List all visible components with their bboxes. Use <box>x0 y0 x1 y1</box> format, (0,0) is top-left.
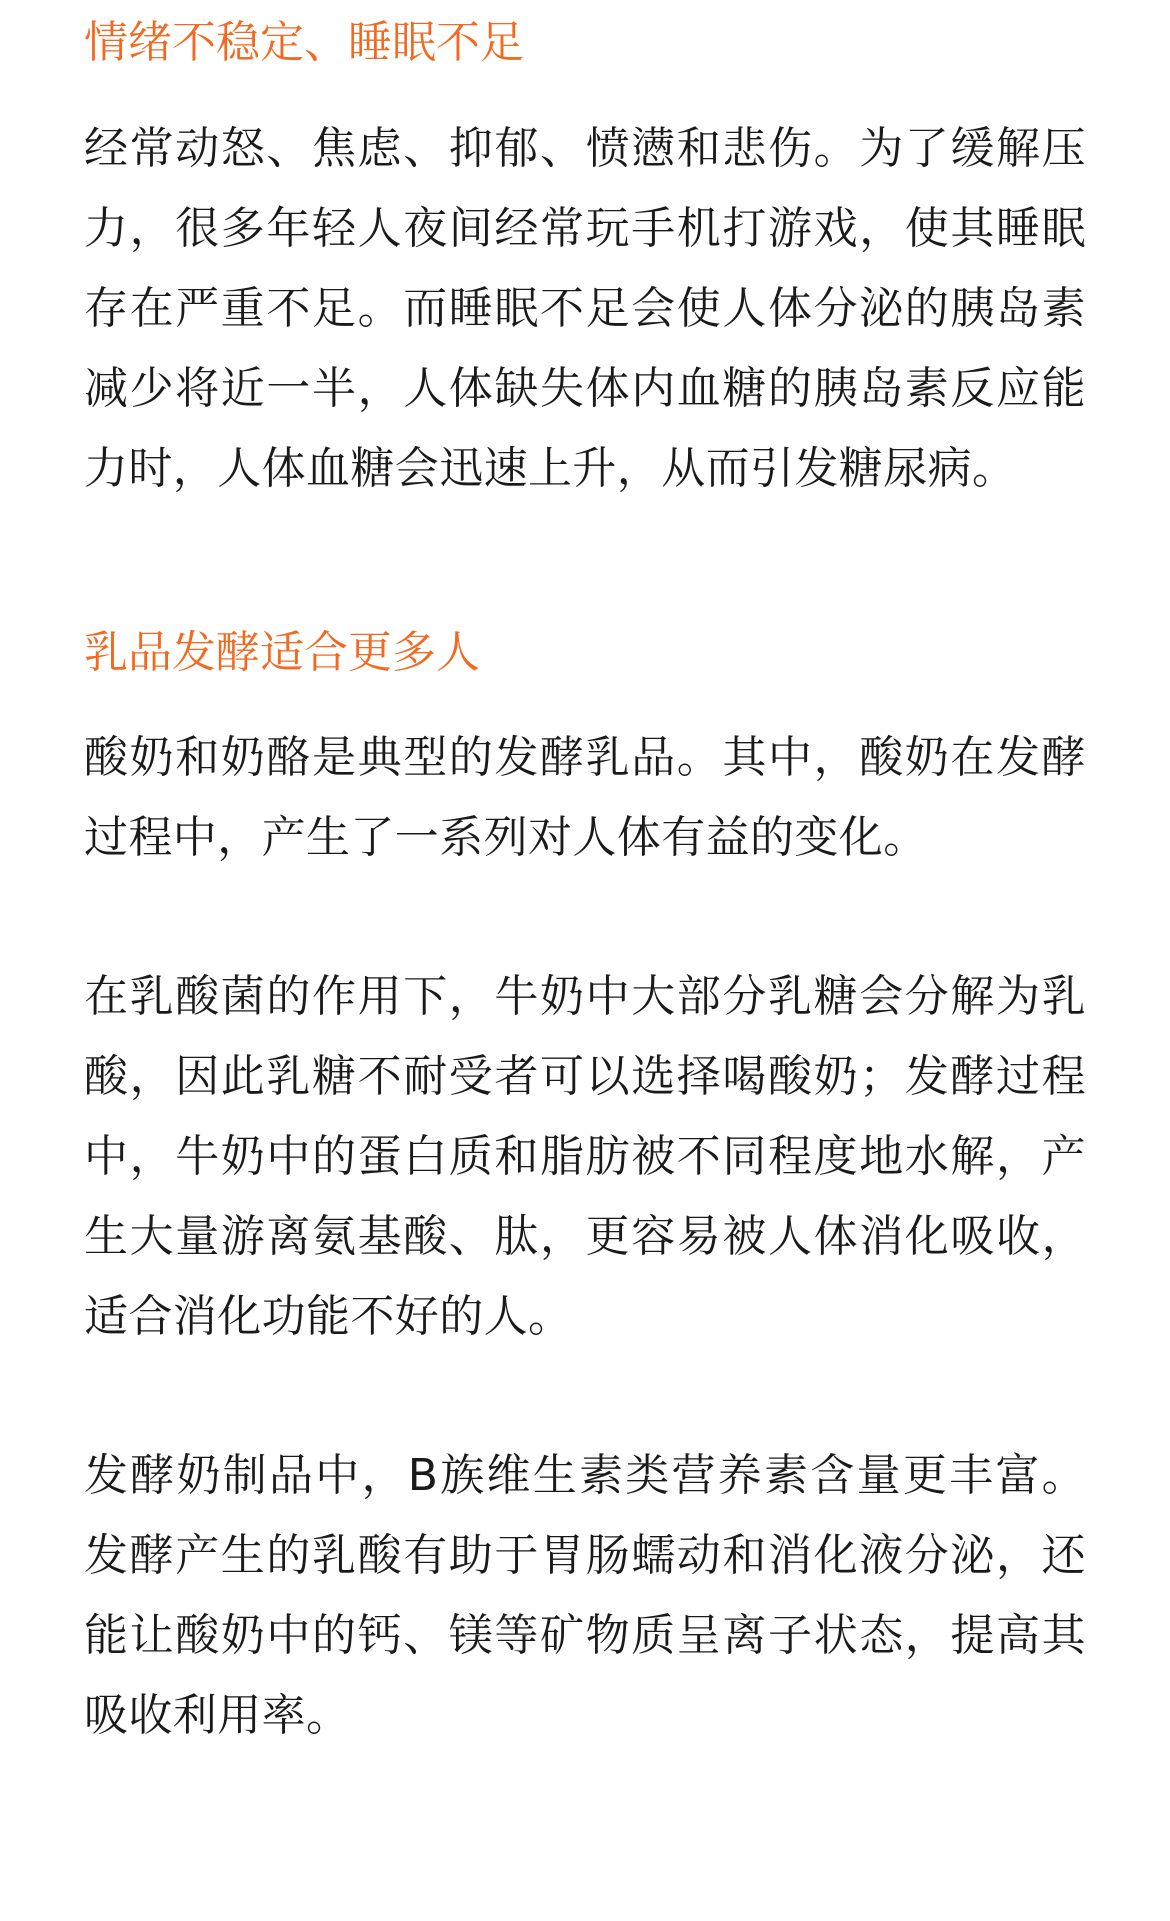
paragraph-lactic-acid-bacteria: 在乳酸菌的作用下，牛奶中大部分乳糖会分解为乳酸，因此乳糖不耐受者可以选择喝酸奶；发酵过程中，牛奶中的蛋白质和脂肪被不同程度地水解，产生大量游离氨基酸、肽，更容易被人体消化吸收，适合消化功能不好的人。 <box>84 971 1086 1342</box>
paragraph-fermented-dairy-intro: 酸奶和奶酪是典型的发酵乳品。其中，酸奶在发酵过程中，产生了一系列对人体有益的变化。 <box>84 732 1086 863</box>
paragraph-b-vitamins: 发酵奶制品中，B族维生素类营养素含量更丰富。发酵产生的乳酸有助于胃肠蠕动和消化液分泌，还能让酸奶中的钙、镁等矿物质呈离子状态，提高其吸收利用率。 <box>84 1450 1086 1741</box>
article-body <box>84 0 1086 1756</box>
section-heading-fermented-dairy: 乳品发酵适合更多人 <box>84 627 480 678</box>
section-heading-mood-sleep: 情绪不稳定、睡眠不足 <box>84 17 524 68</box>
paragraph-mood-sleep: 经常动怒、焦虑、抑郁、愤懑和悲伤。为了缓解压力，很多年轻人夜间经常玩手机打游戏，使其睡眠存在严重不足。而睡眠不足会使人体分泌的胰岛素减少将近一半，人体缺失体内血糖的胰岛素反应能力时，人体血糖会迅速上升，从而引发糖尿病。 <box>84 123 1086 494</box>
